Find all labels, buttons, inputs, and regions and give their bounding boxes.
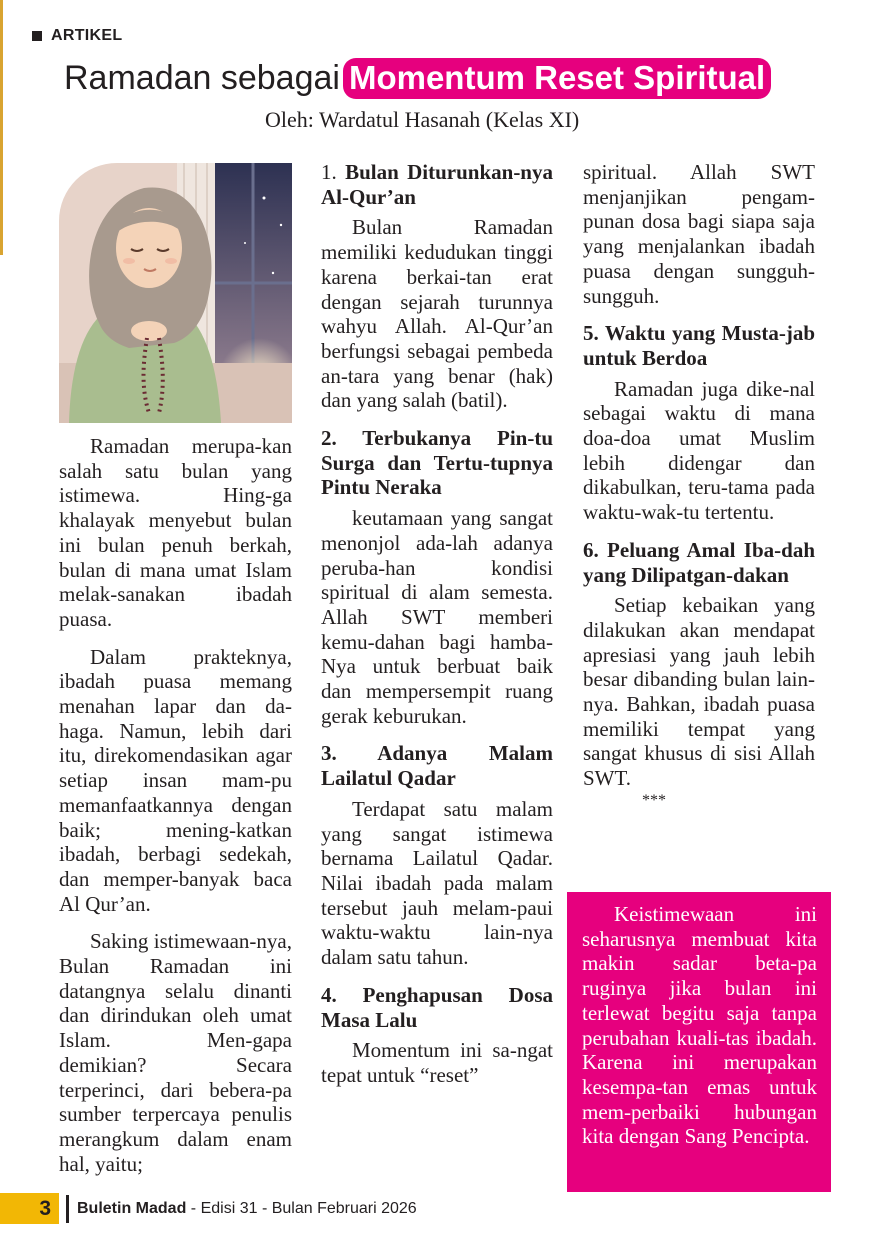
intro-paragraph: Ramadan merupa-kan salah satu bulan yang istimewa. Hing-ga khalayak menyebut bulan ini bulan penuh berkah, bulan di mana umat Islam melak-sanakan ibadah puasa. — [59, 434, 292, 631]
section-separator: *** — [642, 791, 666, 809]
section-body-5: Ramadan juga dike-nal sebagai waktu di mana doa-doa umat Muslim lebih didengar dan dikabulkan, teru-tama pada waktu-wak-tu tertentu. — [583, 376, 815, 525]
byline: Oleh: Wardatul Hasanah (Kelas XI) — [265, 107, 580, 132]
section-label-text: ARTIKEL — [51, 27, 123, 44]
title-highlight: Momentum Reset Spiritual — [343, 58, 771, 99]
column-2 — [321, 160, 553, 1101]
article-title — [64, 58, 771, 99]
section-body-4: Momentum ini sa-ngat tepat untuk “reset” — [321, 1038, 553, 1087]
section-label — [32, 27, 122, 45]
footer-divider — [66, 1195, 69, 1223]
section-heading-2: 2. Terbukanya Pin-tu Surga dan Tertu-tupnya Pintu Neraka — [321, 426, 553, 500]
section-heading-5: 5. Waktu yang Musta-jab untuk Berdoa — [583, 321, 816, 370]
intro-paragraph: Dalam prakteknya, ibadah puasa memang menahan lapar dan da-haga. Namun, lebih dari itu, direkomendasikan agar setiap insan mam-pu memanfaatkannya dengan baik; mening-katkan ibadah, berbagi sedekah, dan memper-banyak baca Al Qur’an. — [59, 644, 292, 916]
column-1 — [59, 434, 292, 1189]
section-heading-6: 6. Peluang Amal Iba-dah yang Dilipatgan-dakan — [583, 537, 815, 587]
section-heading-1: 1. Bulan Diturunkan-nya Al-Qur’an — [321, 160, 553, 209]
section-body-2: keutamaan yang sangat menonjol ada-lah adanya peruba-han kondisi spiritual di alam semesta. Allah SWT memberi kemu-dahan bagi hamba-Nya untuk berbuat baik dan mempersempit ruang gerak keburukan. — [321, 506, 553, 728]
callout-box — [567, 892, 831, 1192]
section-body-1: Bulan Ramadan memiliki kedudukan tinggi karena berkai-tan erat dengan sejarah turunnya wahyu Allah. Al-Qur’an berfungsi sebagai pembeda an-tara yang benar (hak) dan yang salah (batil). — [321, 215, 553, 413]
section-body-4-continued: spiritual. Allah SWT menjanjikan pengam-punan dosa bagi siapa saja yang menjalankan ibadah puasa dengan sungguh-sungguh. — [583, 160, 815, 308]
square-bullet-icon — [32, 31, 42, 41]
page-number: 3 — [0, 1193, 59, 1224]
title-plain: Ramadan sebagai — [64, 59, 340, 97]
page-footer — [0, 1193, 875, 1224]
intro-paragraph: Saking istimewaan-nya, Bulan Ramadan ini datangnya selalu dinanti dan dirindukan oleh umat Islam. Men-gapa demikian? Secara terperinci, dari bebera-pa sumber terpercaya penulis merangkum dalam enam hal, yaitu; — [59, 929, 292, 1176]
callout-text: Keistimewaan ini seharusnya membuat kita makin sadar beta-pa ruginya jika bulan ini terlewat begitu saja tanpa perubahan kuali-tas ibadah. Karena ini merupakan kesempa-tan emas untuk mem-perbaiki hubungan kita dengan Sang Pencipta. — [582, 902, 817, 1149]
edition-info: - Edisi 31 - Bulan Februari 2026 — [190, 1200, 417, 1217]
section-body-6: Setiap kebaikan yang dilakukan akan mendapat apresiasi yang jauh lebih besar dibanding bulan lain-nya. Bahkan, ibadah puasa memiliki tempat yang sangat khusus di sisi Allah SWT. — [583, 593, 815, 791]
woman-praying-illustration — [59, 163, 292, 423]
section-heading-3: 3. Adanya Malam Lailatul Qadar — [321, 741, 553, 791]
page-edge-strip — [0, 0, 3, 255]
section-body-3: Terdapat satu malam yang sangat istimewa bernama Lailatul Qadar. Nilai ibadah pada malam tersebut jauh melam-paui waktu-waktu lain-nya dalam satu tahun. — [321, 796, 553, 970]
column-3 — [583, 160, 815, 809]
section-heading-4: 4. Penghapusan Dosa Masa Lalu — [321, 982, 553, 1032]
publication-name: Buletin Madad — [77, 1200, 187, 1217]
footer-publication-info — [77, 1193, 417, 1224]
